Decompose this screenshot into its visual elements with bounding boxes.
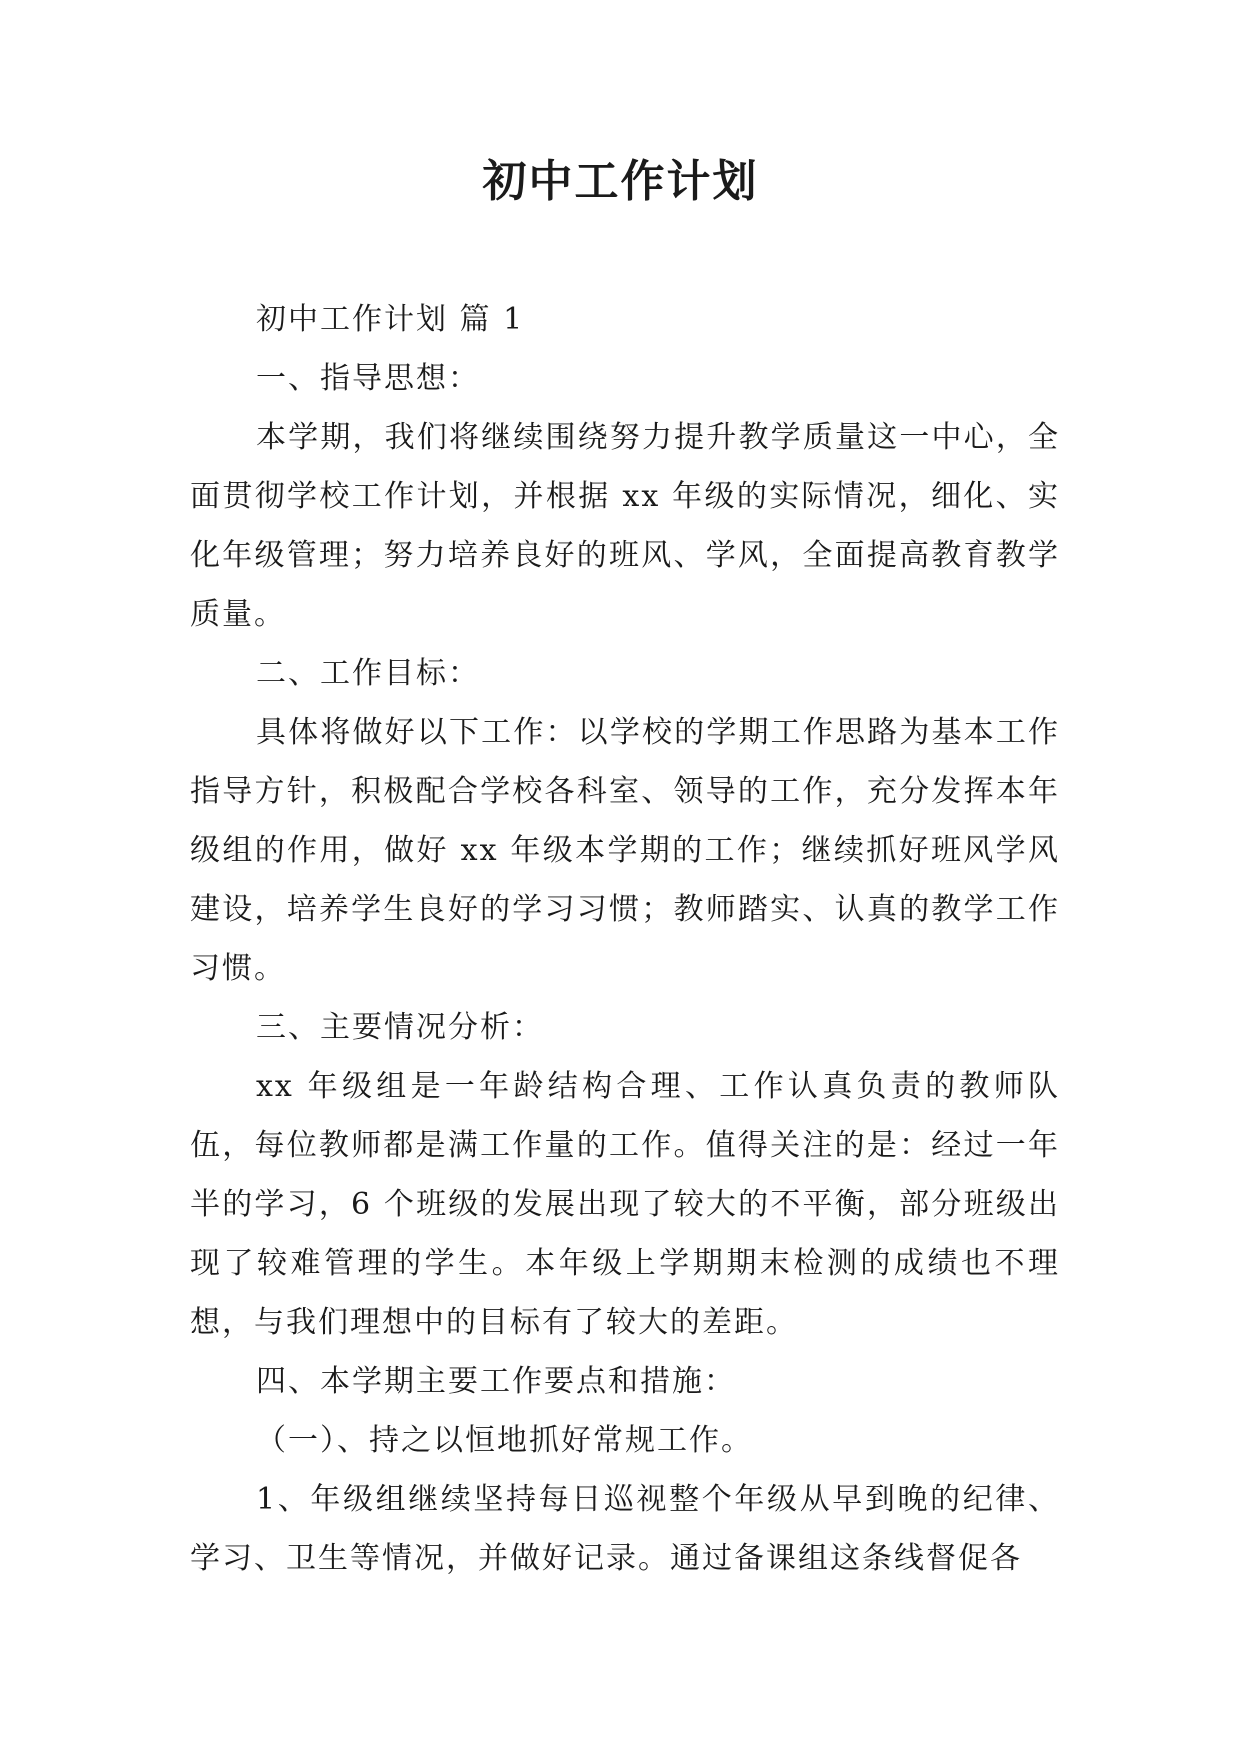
heading-situation-analysis: 三、主要情况分析： <box>256 1010 544 1045</box>
document-title: 初中工作计划 <box>482 156 759 207</box>
paragraph-work-goals: 具体将做好以下工作：以学校的学期工作思路为基本工作指导方针，积极配合学校各科室、领导的工作，充分发挥本年级组的作用，做好 xx 年级本学期的工作；继续抓好班风学风建设，培养学生良好的学习习惯；教师踏实、认真的教学工作习惯。 <box>190 715 1060 986</box>
heading-guiding-ideology: 一、指导思想： <box>256 361 480 396</box>
document-body <box>190 290 1060 1588</box>
paragraph-situation-analysis: xx 年级组是一年龄结构合理、工作认真负责的教师队伍，每位教师都是满工作量的工作。值得关注的是：经过一年半的学习，6 个班级的发展出现了较大的不平衡，部分班级出现了较难管理的学生。本年级上学期期末检测的成绩也不理想，与我们理想中的目标有了较大的差距。 <box>190 1069 1060 1340</box>
paragraph-item-1: 1、年级组继续坚持每日巡视整个年级从早到晚的纪律、学习、卫生等情况，并做好记录。通过备课组这条线督促各 <box>190 1482 1060 1576</box>
subheading-routine-work: （一）、持之以恒地抓好常规工作。 <box>256 1423 753 1458</box>
heading-work-goals: 二、工作目标： <box>256 656 480 691</box>
paragraph-guiding-ideology: 本学期，我们将继续围绕努力提升教学质量这一中心，全面贯彻学校工作计划，并根据 xx 年级的实际情况，细化、实化年级管理；努力培养良好的班风、学风，全面提高教育教学质量。 <box>190 420 1060 632</box>
heading-key-points-measures: 四、本学期主要工作要点和措施： <box>256 1364 736 1399</box>
section-heading-part1: 初中工作计划 篇 1 <box>256 302 525 337</box>
